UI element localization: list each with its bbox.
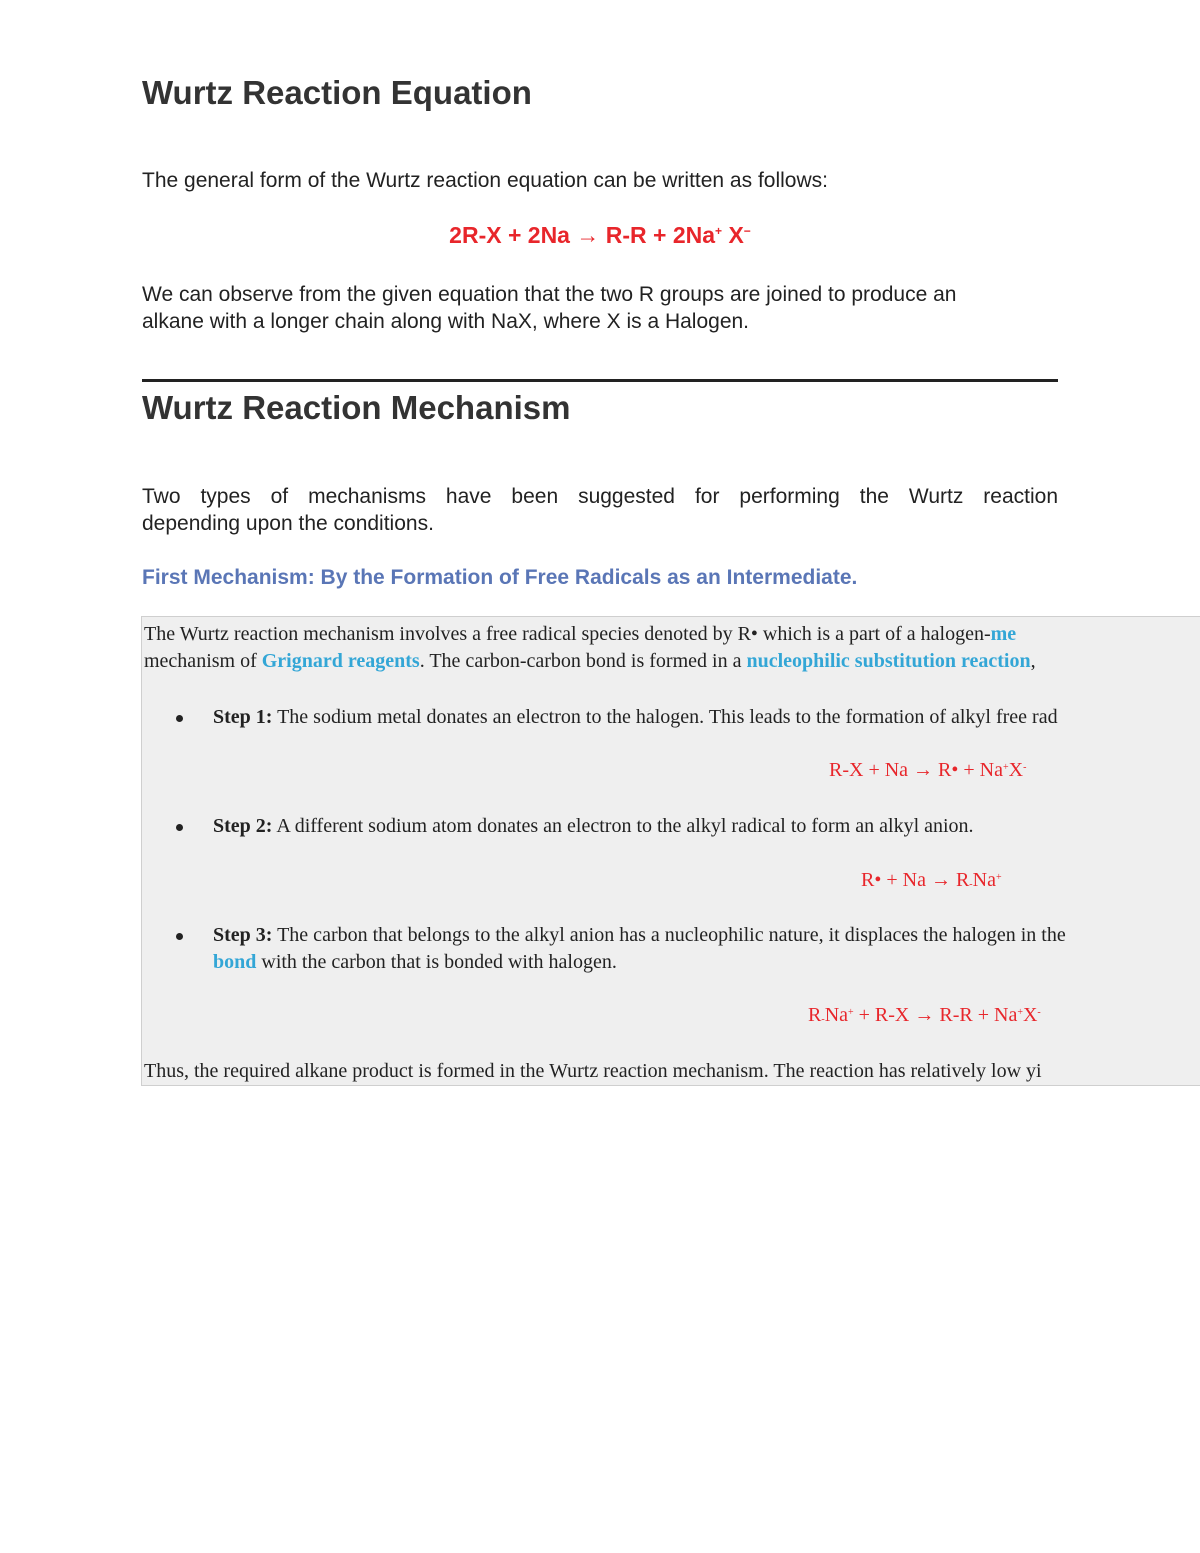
box-intro-text: The Wurtz reaction mechanism involves a free radical species denoted by R• which is a part of a halogen-	[144, 623, 991, 645]
step-1-description: The sodium metal donates an electron to the halogen. This leads to the formation of alkyl free rad	[272, 706, 1058, 728]
step-3-label: Step 3:	[213, 924, 273, 946]
step-2-eq-sub: -	[969, 879, 973, 890]
step-3-equation	[808, 1004, 1041, 1027]
step-1-eq-sup1: +	[1002, 762, 1009, 773]
grignard-reagents-link[interactable]: Grignard reagents	[261, 650, 420, 672]
box-line2-post: ,	[1030, 650, 1036, 672]
equation-lhs: 2R-X + 2Na → R-R + 2Na	[449, 222, 716, 248]
mechanism-content-box	[141, 616, 1200, 1086]
conclusion-text: Thus, the required alkane product is formed in the Wurtz reaction mechanism. The reaction has relatively low yi	[144, 1060, 1042, 1082]
step-1-bullet	[176, 715, 183, 722]
step-3-eq-na: Na	[824, 1004, 849, 1026]
equation-explanation-line-2: alkane with a longer chain along with NaX, where X is a Halogen.	[142, 310, 750, 333]
step-3-eq-sup2: +	[1017, 1007, 1023, 1018]
equation-explanation-line-1: We can observe from the given equation that the two R groups are joined to produce an	[142, 283, 957, 306]
step-2-bullet	[176, 824, 183, 831]
first-mechanism-subheading: First Mechanism: By the Formation of Free Radicals as an Intermediate.	[142, 566, 858, 589]
step-1-eq-main: R-X + Na → R• + Na	[829, 759, 1003, 781]
step-2-label: Step 2:	[213, 815, 273, 837]
step-3-text-line-2	[213, 949, 617, 976]
equation-intro-text: The general form of the Wurtz reaction equation can be written as follows:	[142, 169, 828, 192]
box-intro-line-1	[144, 621, 1016, 648]
step-1-eq-x: X	[1008, 759, 1024, 781]
mechanism-intro-line-1: Two types of mechanisms have been suggested for performing the Wurtz reaction	[142, 485, 1058, 508]
step-1-label: Step 1:	[213, 706, 273, 728]
metal-link[interactable]: me	[990, 623, 1017, 645]
wurtz-general-equation	[142, 222, 1058, 249]
step-1-equation	[829, 759, 1026, 782]
step-2-equation	[861, 869, 1002, 892]
step-3-eq-sup1: +	[848, 1007, 854, 1018]
step-2-text	[213, 813, 974, 840]
bond-link[interactable]: bond	[213, 951, 257, 973]
step-3-line2-text: with the carbon that is bonded with halogen.	[256, 951, 617, 973]
step-2-eq-sup: +	[995, 872, 1002, 883]
box-line2-pre: mechanism of	[144, 650, 262, 672]
step-3-eq-r: R	[808, 1004, 822, 1026]
nucleophilic-substitution-link[interactable]: nucleophilic substitution reaction	[746, 650, 1031, 672]
step-3-bullet	[176, 933, 183, 940]
mechanism-intro-line-2: depending upon the conditions.	[142, 512, 434, 535]
step-3-eq-sup3: -	[1037, 1007, 1041, 1018]
box-intro-line-2	[144, 648, 1036, 675]
step-2-description: A different sodium atom donates an electron to the alkyl radical to form an alkyl anion.	[272, 815, 974, 837]
step-1-text	[213, 704, 1058, 731]
box-line2-mid: . The carbon-carbon bond is formed in a	[419, 650, 747, 672]
step-2-eq-na: Na	[972, 869, 996, 891]
step-3-eq-x: X	[1022, 1004, 1038, 1026]
section-title-equation: Wurtz Reaction Equation	[142, 74, 532, 111]
section-divider	[142, 379, 1058, 382]
na-charge: +	[715, 224, 723, 238]
step-3-eq-rest: + R-X → R-R + Na	[853, 1004, 1018, 1026]
step-2-eq-main: R• + Na → R	[861, 869, 970, 891]
anion-charge: −	[743, 224, 751, 238]
step-3-description: The carbon that belongs to the alkyl anion has a nucleophilic nature, it displaces the halogen in the	[272, 924, 1066, 946]
section-title-mechanism: Wurtz Reaction Mechanism	[142, 389, 571, 426]
step-3-text	[213, 922, 1066, 949]
step-3-eq-sub1: -	[821, 1014, 825, 1025]
equation-anion: X	[722, 222, 744, 248]
step-1-eq-sup2: -	[1023, 762, 1027, 773]
